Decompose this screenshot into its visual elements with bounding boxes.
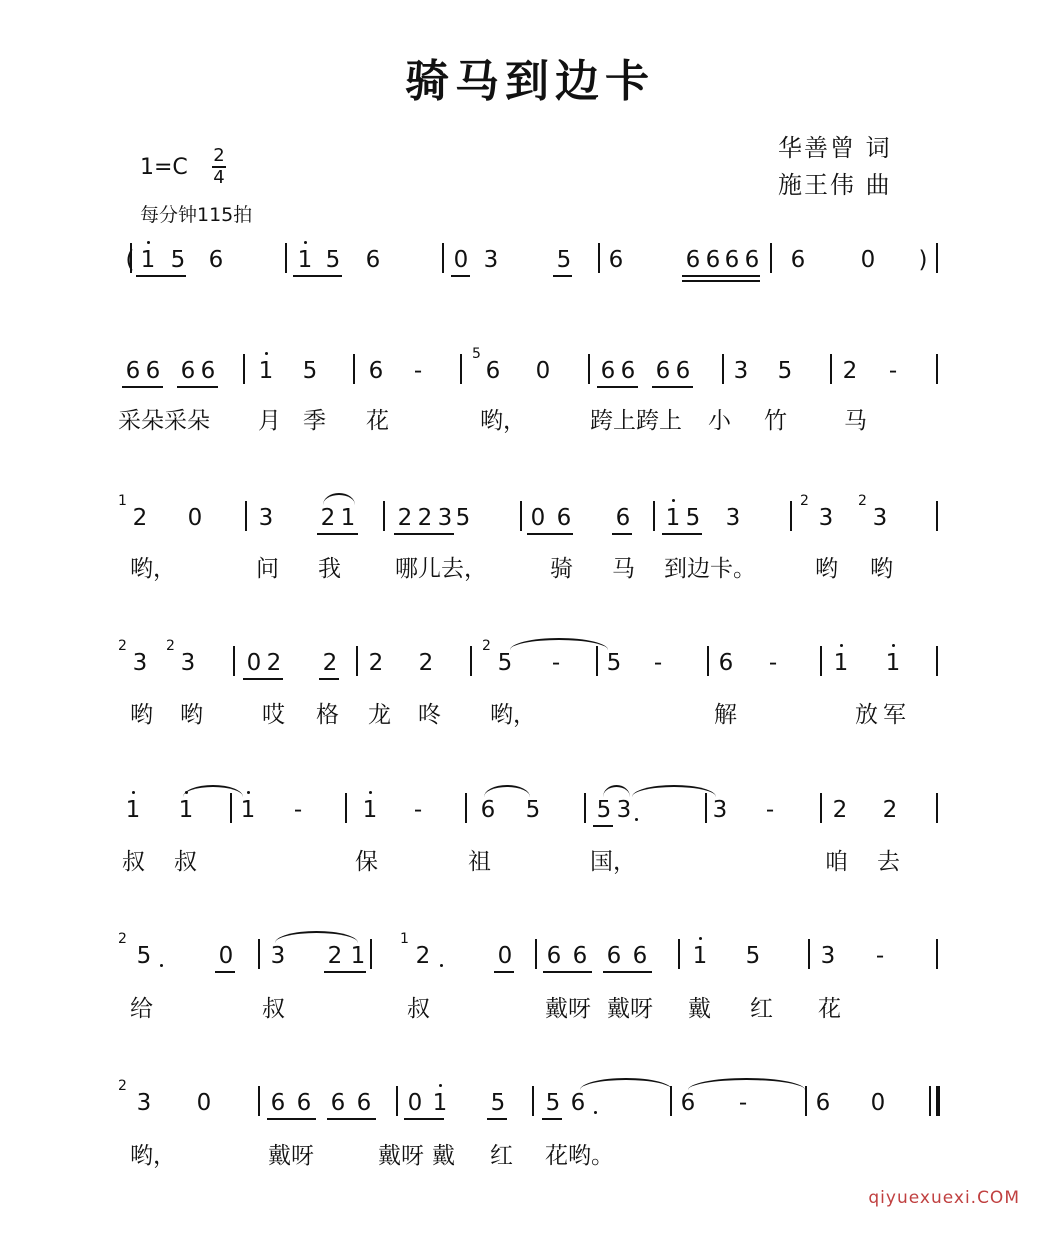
note: - [413, 797, 423, 823]
lyric-word: 小 [708, 408, 731, 434]
lyric-word: 龙 [368, 702, 391, 728]
lyric-word: 哎 [262, 702, 285, 728]
barline [936, 354, 938, 384]
note: 3 [820, 943, 836, 969]
note: - [653, 650, 663, 676]
note: - [551, 650, 561, 676]
note: 6 [600, 358, 616, 384]
note: 6 [296, 1090, 312, 1116]
note: 6 [485, 358, 501, 384]
barline [233, 646, 235, 676]
note: 1 [350, 943, 366, 969]
note: 6 [620, 358, 636, 384]
note: 5 [685, 505, 701, 531]
tie-slur [688, 1078, 805, 1090]
barline [396, 1086, 398, 1116]
note: 0 [870, 1090, 886, 1116]
note: 1 [125, 797, 141, 823]
note: 6 [365, 247, 381, 273]
note: 6 [608, 247, 624, 273]
note: 5 [545, 1090, 561, 1116]
lyric-word: 红 [750, 996, 773, 1022]
high-octave-dot [439, 1084, 442, 1087]
barline [230, 793, 232, 823]
high-octave-dot [369, 791, 372, 794]
lyric-word: 马 [844, 408, 867, 434]
note: 6 [356, 1090, 372, 1116]
note: 0 [187, 505, 203, 531]
lyric-word: 花哟。 [545, 1143, 614, 1169]
time-signature-bottom: 4 [213, 167, 225, 188]
lyric-word: 放 [855, 702, 878, 728]
barline [285, 243, 287, 273]
tie-slur [632, 785, 716, 797]
barline [820, 793, 822, 823]
lyric-word: 哟， [490, 702, 536, 728]
note: 6 [724, 247, 740, 273]
lyric-word: 国， [590, 849, 636, 875]
note: 3 [483, 247, 499, 273]
note: 5 [525, 797, 541, 823]
barline [465, 793, 467, 823]
note: 0 [497, 943, 513, 969]
note: 5 [490, 1090, 506, 1116]
lyric-word: 叔 [407, 996, 430, 1022]
tie-slur [580, 1078, 672, 1090]
note: 5 [745, 943, 761, 969]
note: 2 [397, 505, 413, 531]
lyric-word: 哟 [870, 556, 893, 582]
note: 6 [632, 943, 648, 969]
lyric-word: 到边卡。 [664, 556, 756, 582]
note: 3 [180, 650, 196, 676]
beat-underline [327, 1118, 376, 1120]
lyric-word: 哪儿去， [395, 556, 487, 582]
note: - [875, 943, 885, 969]
note: 1 [178, 797, 194, 823]
note: 6 [815, 1090, 831, 1116]
note: 2 [322, 650, 338, 676]
barline [936, 646, 938, 676]
note: 1 [140, 247, 156, 273]
high-octave-dot [699, 937, 702, 940]
paren: ) [918, 247, 928, 273]
note: 0 [407, 1090, 423, 1116]
barline [770, 243, 772, 273]
barline [705, 793, 707, 823]
paren: ( [125, 247, 135, 273]
augmentation-dot [635, 818, 638, 821]
note: 6 [606, 943, 622, 969]
note: 2 [415, 943, 431, 969]
lyric-word: 花 [366, 408, 389, 434]
note: 3 [132, 650, 148, 676]
barline [790, 501, 792, 531]
note: 5 [455, 505, 471, 531]
barline [383, 501, 385, 531]
note: 6 [480, 797, 496, 823]
grace-note: 1 [400, 931, 409, 947]
barline [535, 939, 537, 969]
note: - [413, 358, 423, 384]
note: - [765, 797, 775, 823]
barline [722, 354, 724, 384]
note: 5 [606, 650, 622, 676]
note: 0 [246, 650, 262, 676]
note: 6 [744, 247, 760, 273]
beat-underline [215, 971, 235, 973]
high-octave-dot [147, 241, 150, 244]
note: 1 [258, 358, 274, 384]
note: 3 [270, 943, 286, 969]
barline [470, 646, 472, 676]
barline [929, 1086, 931, 1116]
barline [707, 646, 709, 676]
note: 2 [418, 650, 434, 676]
note: 1 [833, 650, 849, 676]
lyric-word: 哟， [130, 556, 176, 582]
lyric-word: 哟 [130, 702, 153, 728]
note: 5 [556, 247, 572, 273]
note: 1 [885, 650, 901, 676]
note: 6 [180, 358, 196, 384]
note: 6 [572, 943, 588, 969]
barline [442, 243, 444, 273]
barline [936, 939, 938, 969]
barline [598, 243, 600, 273]
lyric-word: 格 [316, 702, 339, 728]
barline [805, 1086, 807, 1116]
beat-underline [451, 275, 470, 277]
beat-underline [394, 533, 454, 535]
barline [678, 939, 680, 969]
note: 6 [570, 1090, 586, 1116]
lyric-word: 咚 [418, 702, 441, 728]
note: 6 [368, 358, 384, 384]
barline [532, 1086, 534, 1116]
barline [353, 354, 355, 384]
note: 5 [777, 358, 793, 384]
grace-note: 2 [800, 493, 809, 509]
note: 6 [145, 358, 161, 384]
barline [936, 793, 938, 823]
barline [653, 501, 655, 531]
lyric-word: 去 [877, 849, 900, 875]
barline [830, 354, 832, 384]
note: 6 [556, 505, 572, 531]
barline [670, 1086, 672, 1116]
note: 1 [340, 505, 356, 531]
beat-underline [404, 1118, 444, 1120]
barline [345, 793, 347, 823]
note: 2 [832, 797, 848, 823]
lyric-word: 戴 [432, 1143, 455, 1169]
beat-underline [612, 533, 632, 535]
note: 5 [302, 358, 318, 384]
tie-slur [323, 493, 355, 505]
note: 1 [432, 1090, 448, 1116]
note: - [768, 650, 778, 676]
note: 2 [320, 505, 336, 531]
beat-underline [652, 386, 693, 388]
barline [258, 939, 260, 969]
note: 6 [685, 247, 701, 273]
note: 3 [818, 505, 834, 531]
barline [584, 793, 586, 823]
lyric-word: 跨上跨上 [590, 408, 682, 434]
beat-underline [597, 386, 638, 388]
note: 3 [872, 505, 888, 531]
note: 3 [136, 1090, 152, 1116]
note: 1 [665, 505, 681, 531]
lyric-word: 马 [612, 556, 635, 582]
note: - [738, 1090, 748, 1116]
high-octave-dot [840, 644, 843, 647]
note: 6 [270, 1090, 286, 1116]
barline [356, 646, 358, 676]
note: 2 [132, 505, 148, 531]
grace-note: 1 [118, 493, 127, 509]
note: 1 [297, 247, 313, 273]
note: 6 [655, 358, 671, 384]
note: 0 [860, 247, 876, 273]
barline [808, 939, 810, 969]
lyric-word: 祖 [468, 849, 491, 875]
note: 6 [208, 247, 224, 273]
song-title: 骑马到边卡 [405, 56, 655, 107]
beat-underline [603, 971, 652, 973]
lyric-word: 叔 [122, 849, 145, 875]
note: 2 [327, 943, 343, 969]
barline [460, 354, 462, 384]
note: 2 [368, 650, 384, 676]
note: 6 [718, 650, 734, 676]
lyric-word: 戴呀 [545, 996, 591, 1022]
tempo-marking: 每分钟115拍 [140, 204, 253, 226]
barline [936, 243, 938, 273]
note: 6 [125, 358, 141, 384]
lyric-word: 哟 [180, 702, 203, 728]
high-octave-dot [247, 791, 250, 794]
lyric-word: 竹 [764, 408, 787, 434]
beat-underline [553, 275, 572, 277]
beat-underline [267, 1118, 316, 1120]
lyric-word: 哟 [815, 556, 838, 582]
note: 1 [240, 797, 256, 823]
note: 6 [200, 358, 216, 384]
lyric-word: 红 [490, 1143, 513, 1169]
note: 6 [330, 1090, 346, 1116]
lyric-word: 叔 [262, 996, 285, 1022]
augmentation-dot [594, 1111, 597, 1114]
tie-slur [510, 638, 608, 650]
note: 0 [218, 943, 234, 969]
lyric-word: 哟， [480, 408, 526, 434]
grace-note: 2 [166, 638, 175, 654]
high-octave-dot [132, 791, 135, 794]
note: 0 [535, 358, 551, 384]
note: 3 [725, 505, 741, 531]
tie-slur [603, 785, 630, 797]
tie-slur [183, 785, 243, 797]
note: 2 [882, 797, 898, 823]
augmentation-dot [440, 964, 443, 967]
high-octave-dot [892, 644, 895, 647]
barline [588, 354, 590, 384]
beat-underline [177, 386, 218, 388]
note: 5 [170, 247, 186, 273]
high-octave-dot [672, 499, 675, 502]
lyric-word: 保 [355, 849, 378, 875]
beat-underline [293, 275, 342, 277]
lyric-word: 采朵采朵 [118, 408, 210, 434]
lyric-word: 季 [303, 408, 326, 434]
grace-note: 2 [118, 931, 127, 947]
composer-credit: 施王伟 曲 [778, 171, 892, 199]
time-signature-top: 2 [213, 145, 225, 166]
lyric-word: 戴呀 [607, 996, 653, 1022]
lyric-word: 月 [258, 408, 281, 434]
lyric-word: 戴呀 [268, 1143, 314, 1169]
grace-note: 2 [118, 1078, 127, 1094]
note: 2 [417, 505, 433, 531]
key-signature: 1=C [140, 155, 188, 180]
beat-underline [494, 971, 514, 973]
beat-underline [682, 275, 760, 277]
beat-underline [682, 280, 760, 282]
note: 1 [362, 797, 378, 823]
lyric-word: 花 [818, 996, 841, 1022]
barline [596, 646, 598, 676]
note: 6 [546, 943, 562, 969]
note: 0 [453, 247, 469, 273]
note: 5 [136, 943, 152, 969]
note: - [888, 358, 898, 384]
note: 1 [692, 943, 708, 969]
note: 3 [733, 358, 749, 384]
note: 0 [530, 505, 546, 531]
augmentation-dot [160, 964, 163, 967]
note: 5 [596, 797, 612, 823]
beat-underline [136, 275, 186, 277]
barline [820, 646, 822, 676]
beat-underline [122, 386, 163, 388]
beat-underline [527, 533, 573, 535]
lyric-word: 解 [714, 702, 737, 728]
high-octave-dot [304, 241, 307, 244]
time-signature [212, 146, 226, 188]
grace-note: 5 [472, 346, 481, 362]
lyric-word: 我 [318, 556, 341, 582]
note: 2 [266, 650, 282, 676]
high-octave-dot [265, 352, 268, 355]
lyric-word: 问 [256, 556, 279, 582]
tie-slur [484, 785, 530, 797]
note: 6 [675, 358, 691, 384]
note: 5 [325, 247, 341, 273]
note: 3 [437, 505, 453, 531]
barline [243, 354, 245, 384]
lyric-word: 军 [883, 702, 906, 728]
beat-underline [593, 825, 613, 827]
beat-underline [662, 533, 702, 535]
note: 0 [196, 1090, 212, 1116]
barline [936, 1086, 940, 1116]
grace-note: 2 [118, 638, 127, 654]
note: 6 [615, 505, 631, 531]
note: 6 [705, 247, 721, 273]
beat-underline [487, 1118, 507, 1120]
note: 6 [680, 1090, 696, 1116]
note: 5 [497, 650, 513, 676]
lyric-word: 戴呀 [378, 1143, 424, 1169]
note: 3 [712, 797, 728, 823]
beat-underline [317, 533, 358, 535]
beat-underline [543, 971, 592, 973]
note: 3 [258, 505, 274, 531]
note: 3 [616, 797, 632, 823]
barline [245, 501, 247, 531]
note: 6 [790, 247, 806, 273]
beat-underline [319, 678, 339, 680]
lyric-word: 叔 [174, 849, 197, 875]
barline [258, 1086, 260, 1116]
note: - [293, 797, 303, 823]
tie-slur [275, 931, 358, 943]
lyricist-credit: 华善曾 词 [778, 134, 892, 162]
lyric-word: 给 [130, 996, 153, 1022]
lyric-word: 骑 [550, 556, 573, 582]
lyric-word: 戴 [688, 996, 711, 1022]
beat-underline [243, 678, 283, 680]
lyric-word: 咱 [825, 849, 848, 875]
grace-note: 2 [482, 638, 491, 654]
grace-note: 2 [858, 493, 867, 509]
barline [936, 501, 938, 531]
barline [370, 939, 372, 969]
barline [520, 501, 522, 531]
lyric-word: 哟， [130, 1143, 176, 1169]
beat-underline [324, 971, 366, 973]
watermark: qiyuexuexi.COM [868, 1188, 1020, 1208]
beat-underline [542, 1118, 562, 1120]
note: 2 [842, 358, 858, 384]
